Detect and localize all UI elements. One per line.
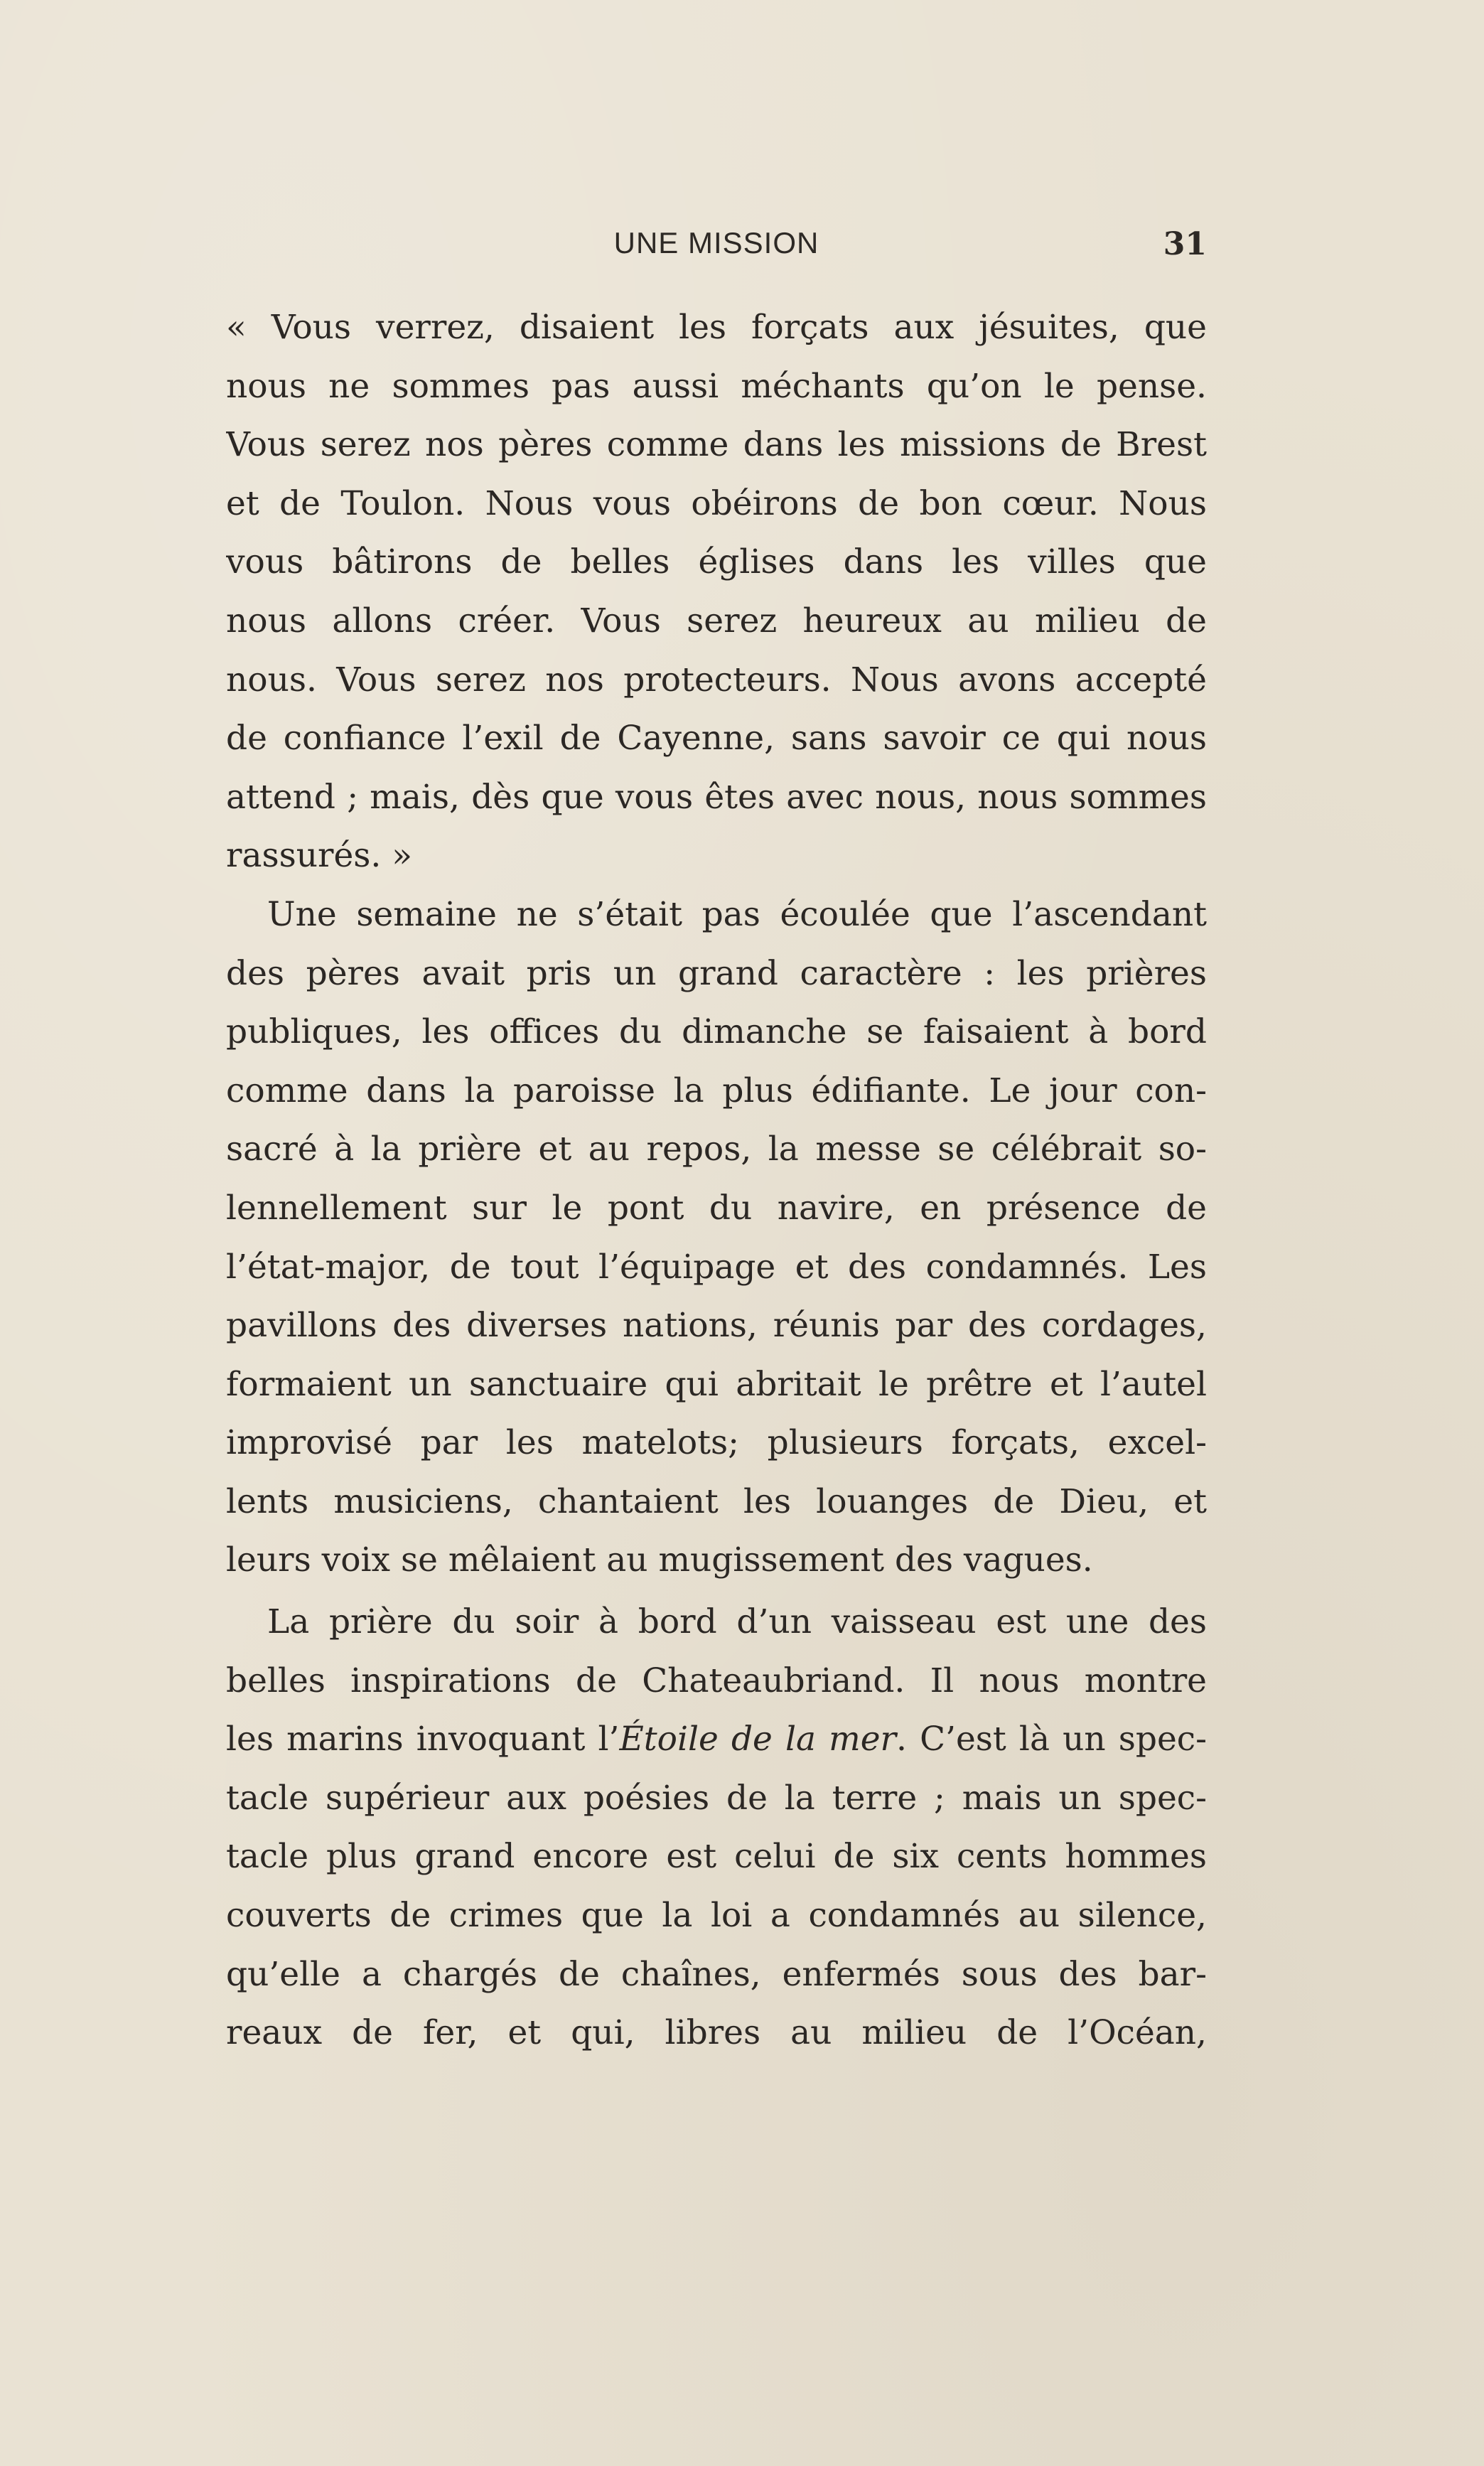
- text-line: nous. Vous serez nos protecteurs. Nous avons accepté: [226, 660, 1207, 699]
- running-head: [226, 226, 1207, 283]
- text-line: tacle plus grand encore est celui de six cents hommes: [226, 1837, 1207, 1877]
- text-line: La prière du soir à bord d’un vaisseau est une des: [267, 1602, 1207, 1642]
- text-line: belles inspirations de Chateaubriand. Il nous montre: [226, 1661, 1207, 1700]
- text-line: Vous serez nos pères comme dans les missions de Brest: [226, 425, 1207, 465]
- text-line: des pères avait pris un grand caractère : les prières: [226, 953, 1207, 993]
- text-line: leurs voix se mêlaient au mugissement des vagues.: [226, 1540, 1093, 1580]
- running-title: UNE MISSION: [613, 226, 819, 259]
- text-line: pavillons des diverses nations, réunis par des cordages,: [226, 1306, 1207, 1346]
- text-line: tacle supérieur aux poésies de la terre ; mais un spec-: [226, 1778, 1207, 1818]
- paragraph-2: [226, 886, 1207, 1590]
- text-line: nous ne sommes pas aussi méchants qu’on le pense.: [226, 366, 1207, 406]
- text-line: nous allons créer. Vous serez heureux au milieu de: [226, 601, 1207, 640]
- text-line: vous bâtirons de belles églises dans les villes que: [226, 542, 1207, 582]
- body-text: [226, 299, 1207, 2063]
- text-line: « Vous verrez, disaient les forçats aux jésuites, que: [226, 308, 1207, 347]
- text-line: lents musiciens, chantaient les louanges de Dieu, et: [226, 1481, 1207, 1521]
- text-line: de confiance l’exil de Cayenne, sans savoir ce qui nous: [226, 719, 1207, 758]
- text-line-with-italic: [226, 1710, 1207, 1769]
- text-line: lennellement sur le pont du navire, en présence de: [226, 1188, 1207, 1228]
- paragraph-3: [226, 1593, 1207, 2063]
- italic-title: Étoile de la mer: [619, 1720, 897, 1759]
- page-number: 31: [1163, 226, 1207, 262]
- text-line: publiques, les offices du dimanche se faisaient à bord: [226, 1012, 1207, 1052]
- text-line: qu’elle a chargés de chaînes, enfermés sous des bar-: [226, 1954, 1207, 1994]
- text-line: l’état-major, de tout l’équipage et des condamnés. Les: [226, 1247, 1207, 1287]
- text-line: rassurés. »: [226, 836, 413, 876]
- text-line: sacré à la prière et au repos, la messe se célébrait so-: [226, 1130, 1207, 1169]
- text-line: comme dans la paroisse la plus édifiante. Le jour con-: [226, 1071, 1207, 1110]
- text-line: improvisé par les matelots; plusieurs forçats, excel-: [226, 1423, 1207, 1463]
- text-segment: les marins invoquant l’: [226, 1720, 620, 1759]
- text-line: reaux de fer, et qui, libres au milieu de l’Océan,: [226, 2013, 1207, 2053]
- text-line: formaient un sanctuaire qui abritait le prêtre et l’autel: [226, 1364, 1207, 1404]
- text-line: Une semaine ne s’était pas écoulée que l’ascendant: [267, 894, 1207, 934]
- text-line: et de Toulon. Nous vous obéirons de bon cœur. Nous: [226, 483, 1207, 523]
- paragraph-1: [226, 299, 1207, 886]
- text-line: attend ; mais, dès que vous êtes avec nous, nous sommes: [226, 777, 1207, 817]
- text-line: couverts de crimes que la loi a condamnés au silence,: [226, 1896, 1207, 1936]
- text-segment: . C’est là un spec-: [896, 1720, 1207, 1759]
